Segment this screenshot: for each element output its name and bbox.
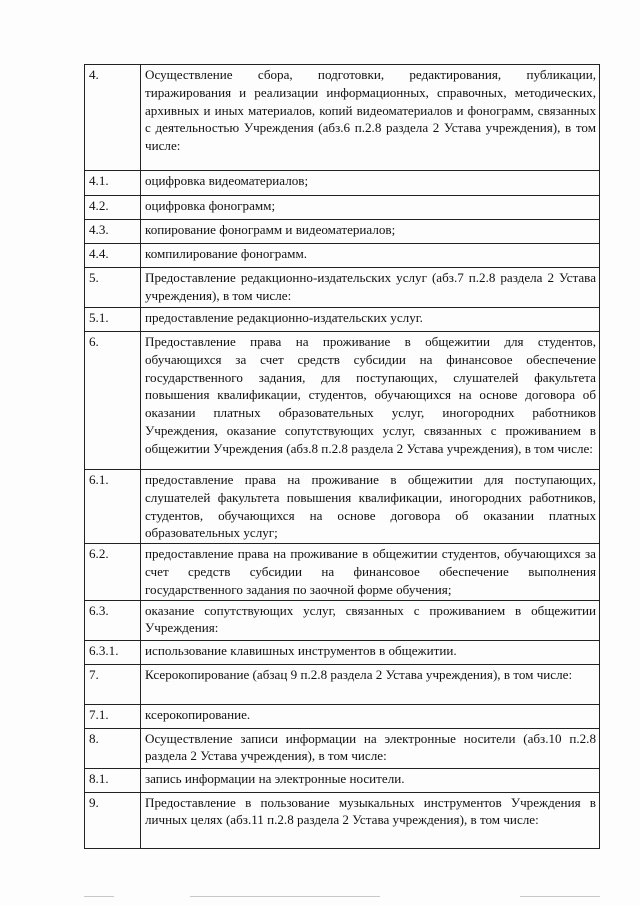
footer-rule-left <box>84 896 114 897</box>
row-number: 6.3. <box>85 600 141 640</box>
row-number: 5.1. <box>85 308 141 332</box>
table-row <box>85 544 600 600</box>
row-text: оцифровка видеоматериалов; <box>141 171 600 196</box>
row-text: предоставление редакционно-издательских услуг. <box>141 308 600 332</box>
table-row <box>85 792 600 848</box>
services-table <box>84 64 600 849</box>
row-number: 4.2. <box>85 196 141 220</box>
table-row <box>85 704 600 728</box>
table-row <box>85 470 600 544</box>
row-number: 8.1. <box>85 768 141 792</box>
row-text: Предоставление в пользование музыкальных инструментов Учреждения в личных целях (абз.11 п.2.8 раздела 2 Устава учреждения), в том числе: <box>141 792 600 848</box>
row-text: копирование фонограмм и видеоматериалов; <box>141 220 600 244</box>
row-text: предоставление права на проживание в общежитии студентов, обучающихся за счет средств субсидии на финансовое обеспечение выполнения государственного задания по заочной форме обучения; <box>141 544 600 600</box>
row-text: Осуществление сбора, подготовки, редактирования, публикации, тиражирования и реализации информационных, справочных, методических, архивных и иных материалов, копий видеоматериалов и фонограмм, связанных с деятельностью Учреждения (абз.6 п.2.8 раздела 2 Устава учреждения), в том числе: <box>141 65 600 171</box>
row-text: запись информации на электронные носители. <box>141 768 600 792</box>
table-row <box>85 196 600 220</box>
row-number: 7. <box>85 664 141 704</box>
row-number: 6.3.1. <box>85 640 141 664</box>
row-text: Осуществление записи информации на электронные носители (абз.10 п.2.8 раздела 2 Устава учреждения), в том числе: <box>141 728 600 768</box>
table-row <box>85 244 600 268</box>
row-text: оцифровка фонограмм; <box>141 196 600 220</box>
row-number: 6.2. <box>85 544 141 600</box>
footer-rule-right <box>520 896 600 897</box>
table-row <box>85 308 600 332</box>
row-text: оказание сопутствующих услуг, связанных с проживанием в общежитии Учреждения: <box>141 600 600 640</box>
row-text: Ксерокопирование (абзац 9 п.2.8 раздела 2 Устава учреждения), в том числе: <box>141 664 600 704</box>
row-number: 4.3. <box>85 220 141 244</box>
row-text: Предоставление редакционно-издательских услуг (абз.7 п.2.8 раздела 2 Устава учреждения), в том числе: <box>141 268 600 308</box>
table-row <box>85 268 600 308</box>
row-text: Предоставление права на проживание в общежитии для студентов, обучающихся за счет средств субсидии на финансовое обеспечение государственного задания, для поступающих, слушателей факультета повышения квалификации, студентов, обучающихся на основе договора об оказании платных образовательных услуг, иногородних работников Учреждения, оказание сопутствующих услуг, связанных с проживанием в общежитии Учреждения (абз.8 п.2.8 раздела 2 Устава учреждения), в том числе: <box>141 332 600 470</box>
table-row <box>85 664 600 704</box>
table-row <box>85 600 600 640</box>
footer-rule-center <box>190 896 380 897</box>
row-number: 5. <box>85 268 141 308</box>
row-number: 6.1. <box>85 470 141 544</box>
table-row <box>85 220 600 244</box>
row-number: 4.1. <box>85 171 141 196</box>
row-number: 9. <box>85 792 141 848</box>
row-number: 4.4. <box>85 244 141 268</box>
row-text: предоставление права на проживание в общежитии для поступающих, слушателей факультета повышения квалификации, иногородних работников, студентов, обучающихся на основе договора об оказании платных образовательных услуг; <box>141 470 600 544</box>
table-row <box>85 768 600 792</box>
row-number: 8. <box>85 728 141 768</box>
row-text: ксерокопирование. <box>141 704 600 728</box>
row-text: компилирование фонограмм. <box>141 244 600 268</box>
row-number: 7.1. <box>85 704 141 728</box>
row-number: 6. <box>85 332 141 470</box>
row-text: использование клавишных инструментов в общежитии. <box>141 640 600 664</box>
table-row <box>85 728 600 768</box>
table-row <box>85 332 600 470</box>
table-row <box>85 65 600 171</box>
table-row <box>85 640 600 664</box>
row-number: 4. <box>85 65 141 171</box>
table-row <box>85 171 600 196</box>
